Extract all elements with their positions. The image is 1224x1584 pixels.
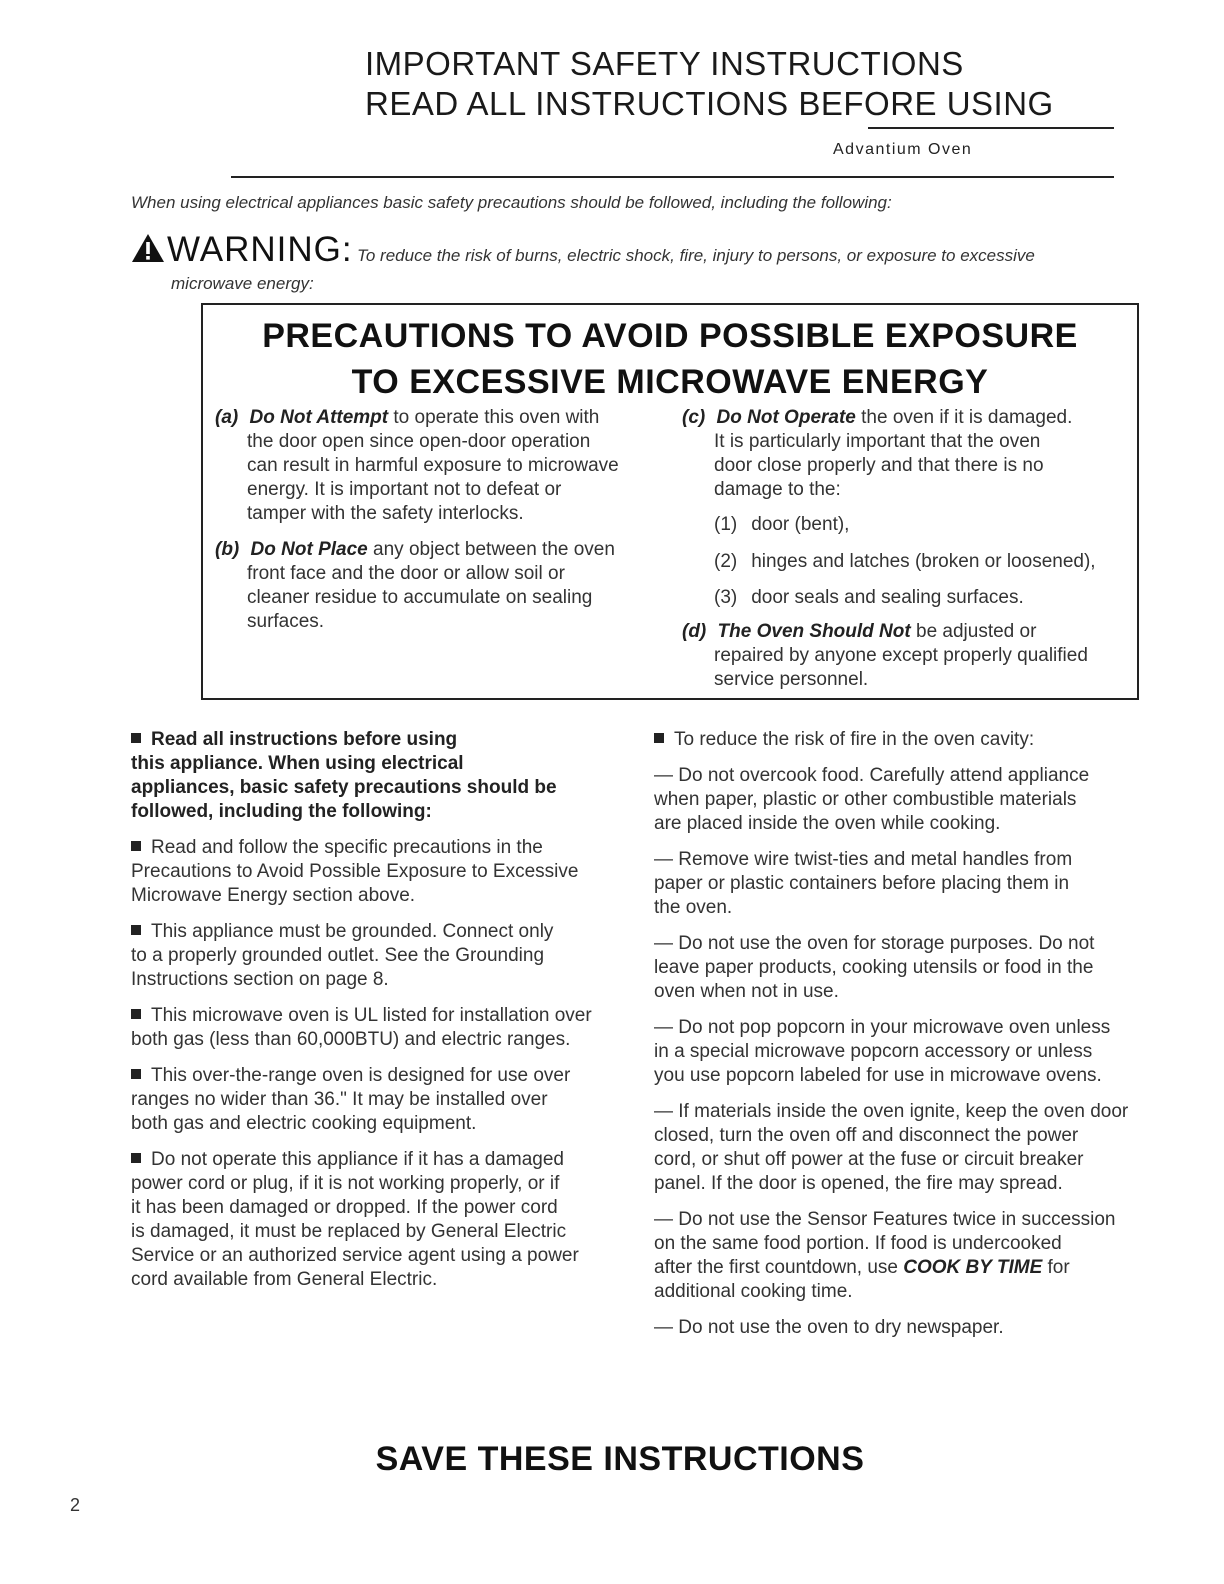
bold-line-1: Read all instructions before using (151, 729, 458, 750)
dash-line: cord, or shut off power at the fuse or circuit breaker (654, 1149, 1084, 1170)
right-dash-5 (654, 1100, 1154, 1196)
subtitle: Advantium Oven (833, 141, 973, 158)
dash-line: you use popcorn labeled for use in microwave ovens. (654, 1065, 1102, 1086)
bullet-line: both gas (less than 60,000BTU) and electric ranges. (131, 1029, 571, 1050)
dash-line: Do not use the Sensor Features twice in succession (678, 1209, 1116, 1230)
dash-line: in a special microwave popcorn accessory or unless (654, 1041, 1093, 1062)
sub-text: door (bent), (751, 514, 850, 535)
precaution-d-text: be adjusted or (910, 621, 1037, 642)
precaution-c-line4: damage to the: (714, 479, 841, 500)
warning-label: WARNING: (167, 230, 353, 269)
dash-mark: — (654, 765, 673, 786)
bold-line-2: this appliance. When using electrical (131, 753, 464, 774)
precaution-c-sub-1 (714, 513, 849, 537)
left-bullet-5 (131, 1148, 621, 1292)
square-bullet-icon (131, 841, 141, 851)
precaution-b-line2: front face and the door or allow soil or (247, 563, 565, 584)
bullet-line: it has been damaged or dropped. If the power cord (131, 1197, 558, 1218)
precaution-a-line3: can result in harmful exposure to microwave (247, 455, 619, 476)
dash-line: Remove wire twist-ties and metal handles from (678, 849, 1073, 870)
left-bullet-1 (131, 836, 621, 908)
left-bold-bullet (131, 728, 621, 824)
right-dash-2 (654, 848, 1154, 920)
dash-line: Do not use the oven for storage purposes. Do not (678, 933, 1095, 954)
dash-line: additional cooking time. (654, 1281, 853, 1302)
sensor-text-post: for (1042, 1257, 1070, 1278)
right-lead (654, 728, 1154, 752)
precaution-c-text: the oven if it is damaged. (855, 407, 1073, 428)
precaution-d-line3: service personnel. (714, 669, 869, 690)
dash-mark: — (654, 1017, 673, 1038)
dash-line: Do not pop popcorn in your microwave oven unless (678, 1017, 1111, 1038)
precaution-c-line2: It is particularly important that the oven (714, 431, 1041, 452)
dash-line: on the same food portion. If food is undercooked (654, 1233, 1062, 1254)
bullet-line: Service or an authorized service agent using a power (131, 1245, 579, 1266)
bullet-line: This over-the-range oven is designed for use over (151, 1065, 571, 1086)
dash-mark: — (654, 1317, 673, 1338)
bullet-line: Instructions section on page 8. (131, 969, 389, 990)
dash-mark: — (654, 1101, 673, 1122)
precaution-c-line3: door close properly and that there is no (714, 455, 1044, 476)
page-number: 2 (70, 1495, 81, 1515)
square-bullet-icon (131, 925, 141, 935)
sub-text: door seals and sealing surfaces. (751, 587, 1024, 608)
bullet-line: This appliance must be grounded. Connect only (151, 921, 554, 942)
sub-num: (3) (714, 587, 738, 608)
dash-line: If materials inside the oven ignite, keep the oven door (678, 1101, 1129, 1122)
dash-line: the oven. (654, 897, 733, 918)
title-line-1: IMPORTANT SAFETY INSTRUCTIONS (365, 45, 964, 82)
dash-line: leave paper products, cooking utensils or food in the (654, 957, 1094, 978)
precaution-b-label: Do Not Place (250, 539, 368, 560)
bullet-line: cord available from General Electric. (131, 1269, 438, 1290)
right-column (654, 728, 1154, 1340)
lead-text: To reduce the risk of fire in the oven cavity: (674, 729, 1035, 750)
dash-line: oven when not in use. (654, 981, 839, 1002)
bullet-line: Do not operate this appliance if it has a damaged (151, 1149, 564, 1170)
sensor-text-pre: after the first countdown, use (654, 1257, 904, 1278)
left-bullet-2 (131, 920, 621, 992)
precaution-a (215, 406, 665, 526)
warning-triangle-icon (131, 233, 165, 268)
warning-line (131, 230, 1035, 270)
square-bullet-icon (131, 1153, 141, 1163)
square-bullet-icon (131, 1069, 141, 1079)
left-column (131, 728, 621, 1292)
bullet-line: Read and follow the specific precautions in the (151, 837, 543, 858)
precaution-b-line4: surfaces. (247, 611, 325, 632)
dash-line: closed, turn the oven off and disconnect the power (654, 1125, 1079, 1146)
dash-line: paper or plastic containers before placing them in (654, 873, 1070, 894)
bullet-line: power cord or plug, if it is not working properly, or if (131, 1173, 560, 1194)
bold-line-4: followed, including the following: (131, 801, 432, 822)
dash-line (654, 1256, 1154, 1280)
right-dash-sensor (654, 1208, 1154, 1304)
bullet-line: to a properly grounded outlet. See the Grounding (131, 945, 545, 966)
precaution-a-label: Do Not Attempt (249, 407, 389, 428)
warning-text-1: To reduce the risk of burns, electric shock, fire, injury to persons, or exposure to excessive (357, 246, 1035, 265)
precaution-b-marker: (b) (215, 539, 240, 560)
save-instructions-heading: SAVE THESE INSTRUCTIONS (375, 1440, 865, 1478)
left-bullet-4 (131, 1064, 621, 1136)
precaution-b-line3: cleaner residue to accumulate on sealing (247, 587, 593, 608)
dash-line: are placed inside the oven while cooking. (654, 813, 1001, 834)
title-line-2: READ ALL INSTRUCTIONS BEFORE USING (365, 85, 1054, 122)
bullet-line: is damaged, it must be replaced by General Electric (131, 1221, 567, 1242)
header-rule-top (868, 127, 1114, 129)
precaution-c-sub-2 (714, 550, 1096, 574)
right-dash-last (654, 1316, 1154, 1340)
precaution-a-line5: tamper with the safety interlocks. (247, 503, 524, 524)
dash-line: panel. If the door is opened, the fire may spread. (654, 1173, 1063, 1194)
dash-line: Do not use the oven to dry newspaper. (678, 1317, 1004, 1338)
right-dash-3 (654, 932, 1154, 1004)
precaution-a-marker: (a) (215, 407, 239, 428)
bullet-line: ranges no wider than 36." It may be installed over (131, 1089, 548, 1110)
precaution-d-marker: (d) (682, 621, 707, 642)
right-dash-4 (654, 1016, 1154, 1088)
bold-line-3: appliances, basic safety precautions should be (131, 777, 557, 798)
precaution-c-marker: (c) (682, 407, 706, 428)
precaution-d-label: The Oven Should Not (717, 621, 911, 642)
sub-text: hinges and latches (broken or loosened), (751, 551, 1096, 572)
header-rule-bottom (231, 176, 1114, 178)
right-dash-1 (654, 764, 1154, 836)
precaution-c-label: Do Not Operate (716, 407, 856, 428)
precaution-a-line4: energy. It is important not to defeat or (247, 479, 562, 500)
square-bullet-icon (131, 1009, 141, 1019)
square-bullet-icon (654, 733, 664, 743)
precaution-d-line2: repaired by anyone except properly qualified (714, 645, 1088, 666)
cook-by-time-label: COOK BY TIME (903, 1257, 1043, 1278)
bullet-line: Precautions to Avoid Possible Exposure to Excessive (131, 861, 579, 882)
precaution-b (215, 538, 665, 634)
warning-text-2: microwave energy: (171, 274, 314, 293)
precautions-title-2: TO EXCESSIVE MICROWAVE ENERGY (351, 363, 989, 401)
intro-text: When using electrical appliances basic safety precautions should be followed, including the following: (131, 193, 892, 212)
precaution-a-line2: the door open since open-door operation (247, 431, 591, 452)
precaution-d (682, 620, 1132, 692)
dash-line: Do not overcook food. Carefully attend appliance (678, 765, 1090, 786)
square-bullet-icon (131, 733, 141, 743)
bullet-line: This microwave oven is UL listed for installation over (151, 1005, 592, 1026)
precaution-a-text: to operate this oven with (388, 407, 600, 428)
precautions-title-1: PRECAUTIONS TO AVOID POSSIBLE EXPOSURE (262, 317, 1078, 355)
precaution-b-text: any object between the oven (367, 539, 615, 560)
left-bullet-3 (131, 1004, 621, 1052)
dash-line: when paper, plastic or other combustible materials (654, 789, 1077, 810)
precaution-c (682, 406, 1132, 502)
precaution-c-sub-3 (714, 586, 1024, 610)
bullet-line: Microwave Energy section above. (131, 885, 416, 906)
bullet-line: both gas and electric cooking equipment. (131, 1113, 477, 1134)
dash-mark: — (654, 1209, 673, 1230)
sub-num: (1) (714, 514, 738, 535)
dash-mark: — (654, 933, 673, 954)
dash-mark: — (654, 849, 673, 870)
sub-num: (2) (714, 551, 738, 572)
